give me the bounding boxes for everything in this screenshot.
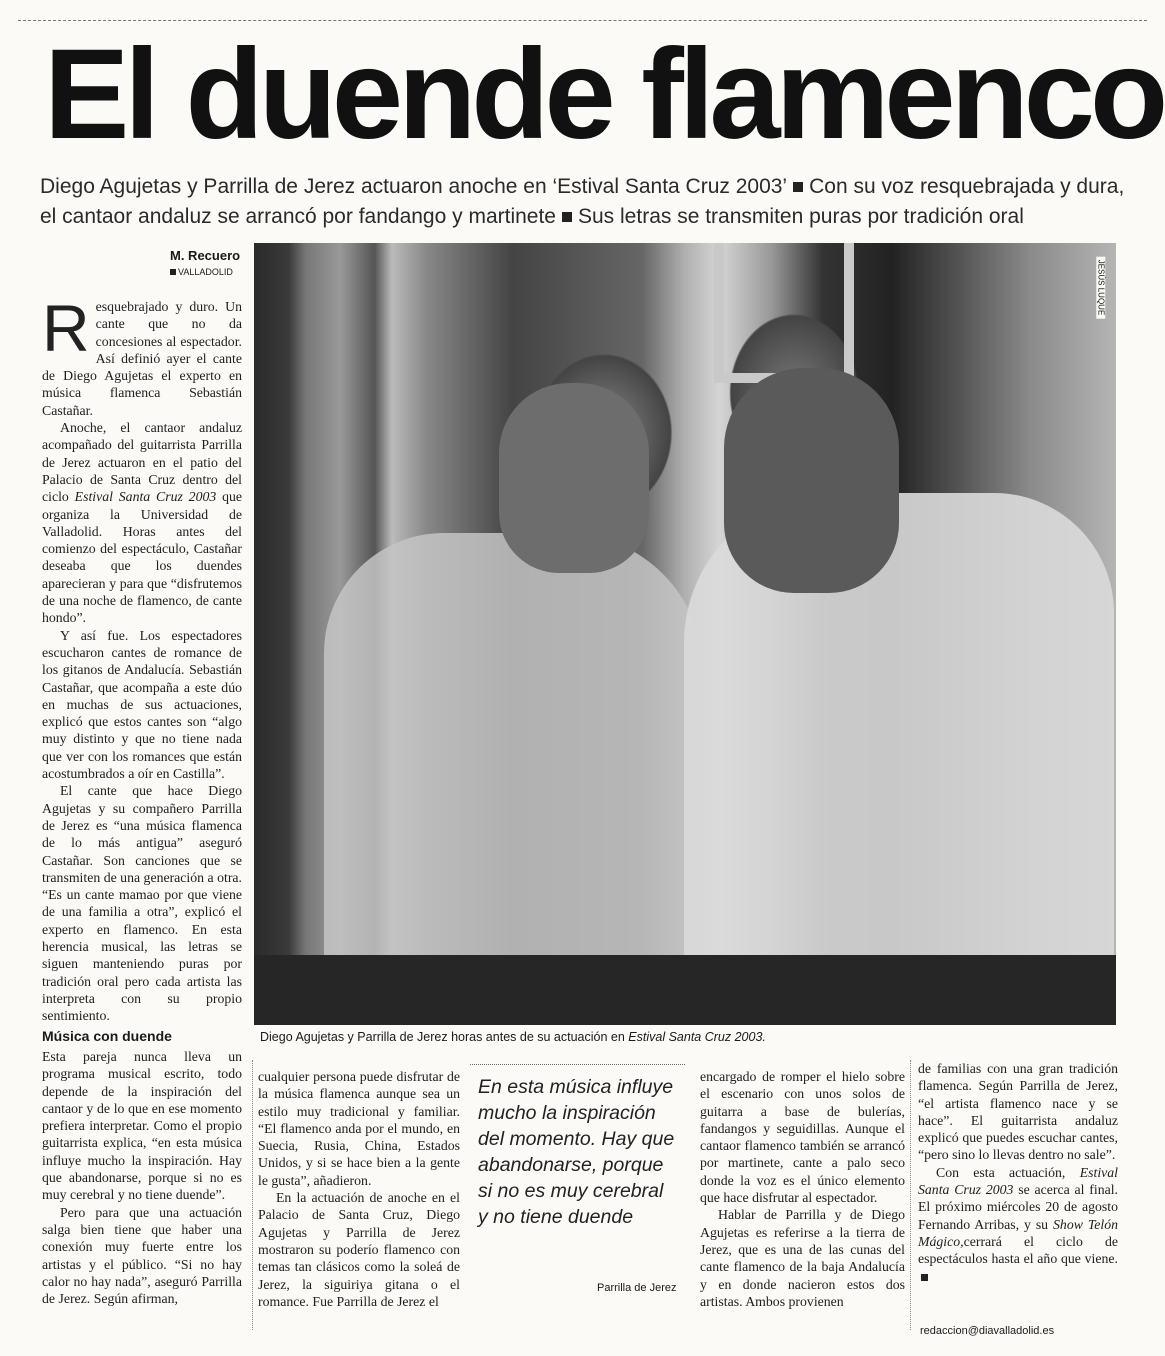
contact-email[interactable]: redaccion@diavalladolid.es: [920, 1325, 1055, 1337]
location: [170, 267, 233, 277]
paragraph: Hablar de Parrilla y de Diego Agujetas es referirse a la tierra de Jerez, que es una de las cunas del cante flamenco de la baja Andalucía y en donde nacieron estos dos artistas. Ambos provienen: [700, 1207, 905, 1309]
pullquote-author: Parrilla de Jerez: [597, 1282, 677, 1294]
paragraph-text: Con esta actuación,: [936, 1164, 1066, 1180]
headline: El duende flamenco: [44, 23, 1164, 166]
photo-person-left: [324, 533, 704, 1025]
photo-credit: JESÚS LUQUE: [1097, 257, 1106, 319]
subhead-part-2: Con su voz resquebrajada y dura, el cantaor andaluz se arrancó por fandango y martinete: [40, 175, 1125, 228]
paragraph-text: se acerca al final. El próximo miércoles 20 de agosto Fernando Arribas, y su: [918, 1182, 1118, 1232]
end-mark-icon: [921, 1274, 928, 1281]
photo-head-left: [499, 383, 649, 573]
caption-text: Diego Agujetas y Parrilla de Jerez horas antes de su actuación en: [260, 1030, 625, 1044]
paragraph: cualquier persona puede disfrutar de la música flamenca aunque sea un estilo muy tradicional y familiar. “El flamenco anda por el mundo, en Suecia, Rusia, China, Estados Unidos, y si se hace bien a la gente le gusta”, añadieron.: [258, 1069, 460, 1188]
paragraph: [42, 291, 242, 419]
paragraph-text: esquebrajado y duro. Un cante que no da concesiones al espectador. Así definió ayer el cante de Diego Agujetas el experto en música flamenca Sebastián Castañar.: [42, 299, 242, 418]
pullquote-rule: [470, 1064, 685, 1065]
article-photo: [254, 243, 1116, 1025]
paragraph: Y así fue. Los espectadores escucharon cantes de romance de los gitanos de Andalucía. Sebastián Castañar, que acompaña a este dúo en muchas de sus actuaciones, explicó que estos cantes son “algo muy distinto y que no tiene nada que ver con los romances que están acostumbrados a oír en Castilla”.: [42, 627, 242, 782]
paragraph-text: cerrará el ciclo de espectáculos hasta el año que viene.: [918, 1233, 1118, 1267]
paragraph: Esta pareja nunca lleva un programa musical escrito, todo depende de la inspiración del cantaor y de lo que en ese momento prefiera interpretar. Como el propio guitarrista explica, “en esta música influye mucho la inspiración. Hay que abandonarse, porque si no es muy cerebral y no tiene duende”.: [42, 1049, 242, 1203]
photo-arch: [714, 243, 854, 383]
paragraph: de familias con una gran tradición flamenca. Según Parrilla de Jerez, “el artista flamenco nace y se hace”. El guitarrista andaluz explicó que puedes escuchar cantes, “pero sino lo llevas dentro no sale”.: [918, 1061, 1118, 1163]
section-subtitle: Música con duende: [42, 1028, 172, 1044]
location-label: VALLADOLID: [178, 267, 233, 277]
photo-head-right: [724, 368, 899, 593]
paragraph: [918, 1164, 1118, 1285]
photo-caption: [260, 1030, 1120, 1044]
subhead-part-1: Diego Agujetas y Parrilla de Jerez actuaron anoche en ‘Estival Santa Cruz 2003’: [40, 175, 788, 198]
column-1: [42, 291, 243, 1024]
paragraph-text: que organiza la Universidad de Valladolid. Horas antes del comienzo del espectáculo, Castañar deseaba que los duendes aparecieran y para que “disfrutemos de una noche de flamenco, de cante hondo”.: [42, 489, 243, 626]
pullquote: En esta música influye mucho la inspiración del momento. Hay que abandonarse, porque si no es muy cerebral y no tiene duende: [478, 1076, 675, 1228]
column-divider: [252, 1060, 253, 1330]
subhead: [40, 172, 1140, 232]
column-divider: [910, 1060, 911, 1330]
paragraph: [42, 419, 242, 627]
square-bullet-icon: [793, 182, 803, 192]
event-name: Estival Santa Cruz 2003: [918, 1164, 1119, 1198]
paragraph-text: Anoche, el cantaor andaluz acompañado del guitarrista Parrilla de Jerez actuaron en el patio del Palacio de Santa Cruz dentro del ciclo: [42, 420, 242, 505]
paragraph: En la actuación de anoche en el Palacio de Santa Cruz, Diego Agujetas y Parrilla de Jerez mostraron su poderío flamenco con temas tan clásicos como la soleá de Jerez, la siguiriya gitana o el romance. Fue Parrilla de Jerez el: [258, 1190, 460, 1309]
byline: M. Recuero: [170, 248, 241, 263]
caption-italic: Estival Santa Cruz 2003.: [628, 1030, 766, 1044]
square-bullet-icon: [170, 269, 176, 275]
paragraph: Pero para que una actuación salga bien tiene que haber una conexión muy fuerte entre los artistas y el público. “Si no hay calor no hay nada”, aseguró Parrilla de Jerez. Según afirman,: [42, 1204, 242, 1307]
event-name: Estival Santa Cruz 2003: [74, 489, 217, 505]
top-rule: [18, 20, 1147, 21]
square-bullet-icon: [562, 212, 572, 222]
photo-ground: [254, 955, 1116, 1025]
subhead-part-3: Sus letras se transmiten puras por tradición oral: [578, 205, 1024, 228]
column-2: [258, 1068, 460, 1310]
show-name: Show Telón Mágico,: [918, 1216, 1118, 1249]
column-4: [918, 1060, 1118, 1285]
drop-cap: R: [42, 291, 90, 365]
column-3: [700, 1068, 905, 1310]
paragraph: El cante que hace Diego Agujetas y su compañero Parrilla de Jerez es “una música flamenca de lo más antigua” aseguró Castañar. Son canciones que se transmiten de una generación a otra. “Es un cante mamao por que viene de una familia a otra”, explicó el experto en flamenco. En esta herencia musical, las letras se siguen manteniendo puras por tradición oral pero cada artista las interpreta con su propio sentimiento.: [42, 783, 242, 1024]
paragraph: encargado de romper el hielo sobre el escenario con unos solos de guitarra a base de bulerías, fandangos y seguidillas. Aunque el cantaor flamenco también se arrancó por martinete, cante a palo seco donde la voz es el único elemento que hace disfrutar al espectador.: [700, 1069, 905, 1206]
column-1-bottom: [42, 1048, 242, 1307]
